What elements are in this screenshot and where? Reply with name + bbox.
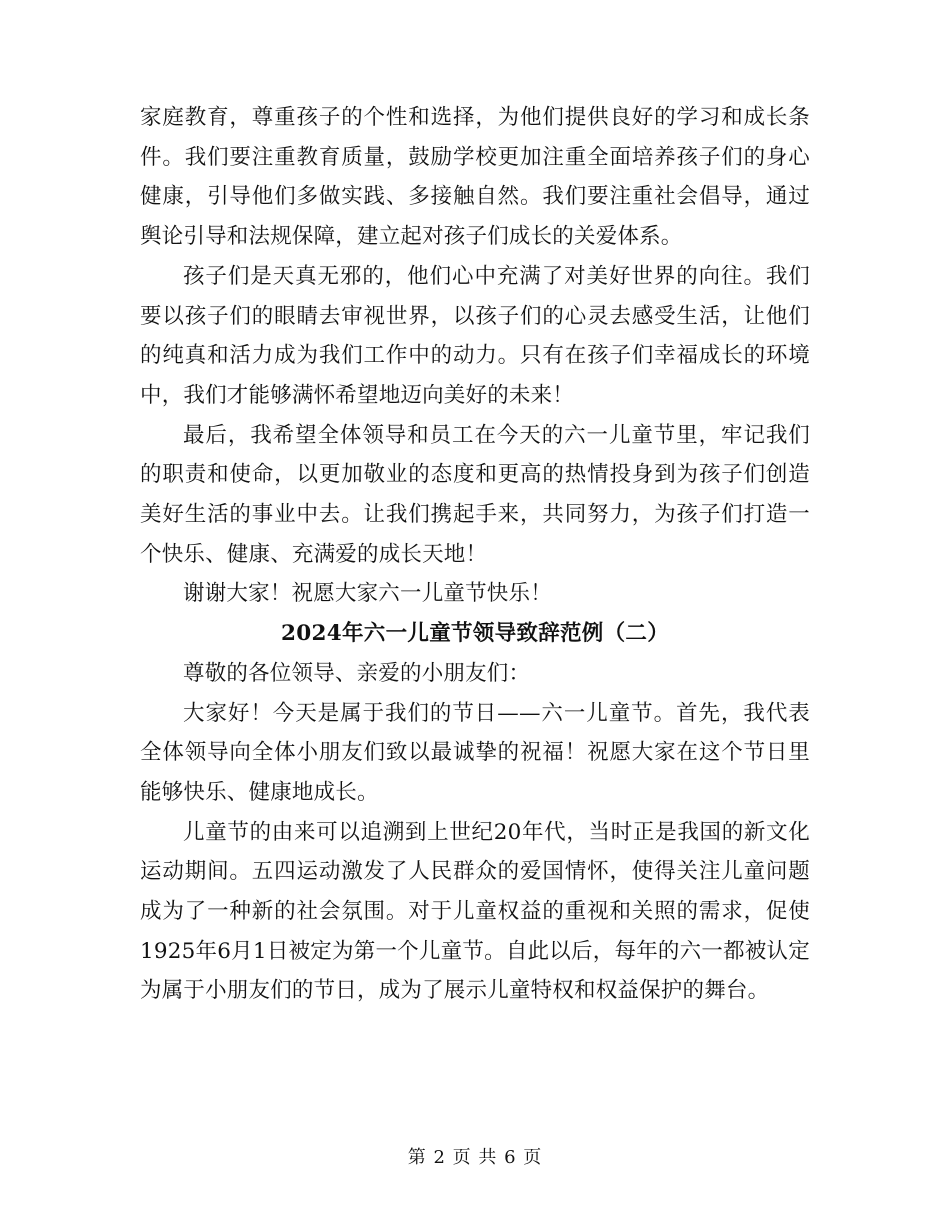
body-paragraph: 大家好！今天是属于我们的节日——六一儿童节。首先，我代表全体领导向全体小朋友们致以最诚挚的祝福！祝愿大家在这个节日里能够快乐、健康地成长。 (140, 700, 810, 805)
closing-line: 谢谢大家！祝愿大家六一儿童节快乐！ (183, 581, 552, 607)
body-paragraph: 最后，我希望全体领导和员工在今天的六一儿童节里，牢记我们的职责和使命，以更加敬业的态度和更高的热情投身到为孩子们创造美好生活的事业中去。让我们携起手来，共同努力，为孩子们打造一个快乐、健康、充满爱的成长天地！ (140, 422, 810, 567)
body-paragraph: 孩子们是天真无邪的，他们心中充满了对美好世界的向往。我们要以孩子们的眼睛去审视世界，以孩子们的心灵去感受生活，让他们的纯真和活力成为我们工作中的动力。只有在孩子们幸福成长的环境中，我们才能够满怀希望地迈向美好的未来！ (140, 263, 810, 408)
page-number-label: 第 2 页 共 6 页 (407, 1147, 543, 1168)
document-body (140, 98, 810, 1011)
body-paragraph-continued: 家庭教育，尊重孩子的个性和选择，为他们提供良好的学习和成长条件。我们要注重教育质量，鼓励学校更加注重全面培养孩子们的身心健康，引导他们多做实践、多接触自然。我们要注重社会倡导，通过舆论引导和法规保障，建立起对孩子们成长的关爱体系。 (140, 105, 810, 250)
page-footer (0, 1146, 950, 1170)
salutation: 尊敬的各位领导、亲爱的小朋友们： (183, 660, 531, 686)
section-title: 2024年六一儿童节领导致辞范例（二） (280, 621, 670, 647)
body-paragraph: 儿童节的由来可以追溯到上世纪20年代，当时正是我国的新文化运动期间。五四运动激发了人民群众的爱国情怀，使得关注儿童问题成为了一种新的社会氛围。对于儿童权益的重视和关照的需求，促使1925年6月1日被定为第一个儿童节。自此以后，每年的六一都被认定为属于小朋友们的节日，成为了展示儿童特权和权益保护的舞台。 (140, 819, 810, 1004)
